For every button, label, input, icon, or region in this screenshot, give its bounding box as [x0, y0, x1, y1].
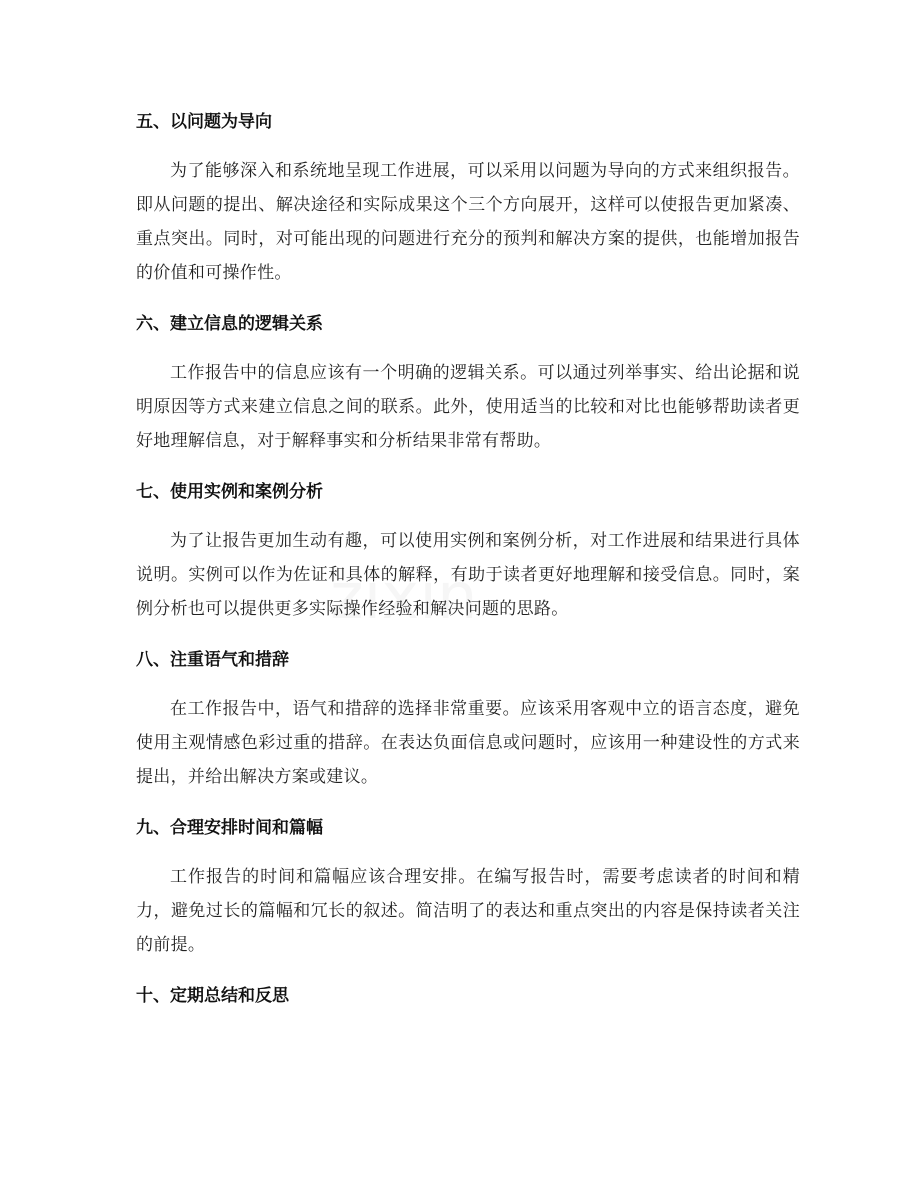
section-paragraph: 工作报告中的信息应该有一个明确的逻辑关系。可以通过列举事实、给出论据和说明原因等方式来建立信息之间的联系。此外，使用适当的比较和对比也能够帮助读者更好地理解信息，对于解释事实和分析结果非常有帮助。	[136, 363, 800, 451]
section-7	[136, 474, 800, 626]
section-10	[136, 978, 800, 1014]
section-heading: 六、建立信息的逻辑关系	[136, 314, 323, 334]
section-5	[136, 104, 800, 290]
section-heading: 十、定期总结和反思	[136, 986, 289, 1006]
section-paragraph: 为了能够深入和系统地呈现工作进展，可以采用以问题为导向的方式来组织报告。即从问题的提出、解决途径和实际成果这个三个方向展开，这样可以使报告更加紧凑、重点突出。同时，对可能出现的问题进行充分的预判和解决方案的提供，也能增加报告的价值和可操作性。	[136, 161, 800, 283]
section-heading: 七、使用实例和案例分析	[136, 482, 323, 502]
section-paragraph: 在工作报告中，语气和措辞的选择非常重要。应该采用客观中立的语言态度，避免使用主观情感色彩过重的措辞。在表达负面信息或问题时，应该用一种建设性的方式来提出，并给出解决方案或建议。	[136, 699, 800, 787]
section-paragraph: 为了让报告更加生动有趣，可以使用实例和案例分析，对工作进展和结果进行具体说明。实例可以作为佐证和具体的解释，有助于读者更好地理解和接受信息。同时，案例分析也可以提供更多实际操作经验和解决问题的思路。	[136, 531, 800, 619]
section-heading: 九、合理安排时间和篇幅	[136, 818, 323, 838]
section-paragraph: 工作报告的时间和篇幅应该合理安排。在编写报告时，需要考虑读者的时间和精力，避免过长的篇幅和冗长的叙述。简洁明了的表达和重点突出的内容是保持读者关注的前提。	[136, 867, 800, 955]
section-9	[136, 810, 800, 962]
section-6	[136, 306, 800, 458]
section-8	[136, 642, 800, 794]
document-body	[136, 104, 800, 1030]
section-heading: 八、注重语气和措辞	[136, 650, 289, 670]
section-heading: 五、以问题为导向	[136, 112, 272, 132]
